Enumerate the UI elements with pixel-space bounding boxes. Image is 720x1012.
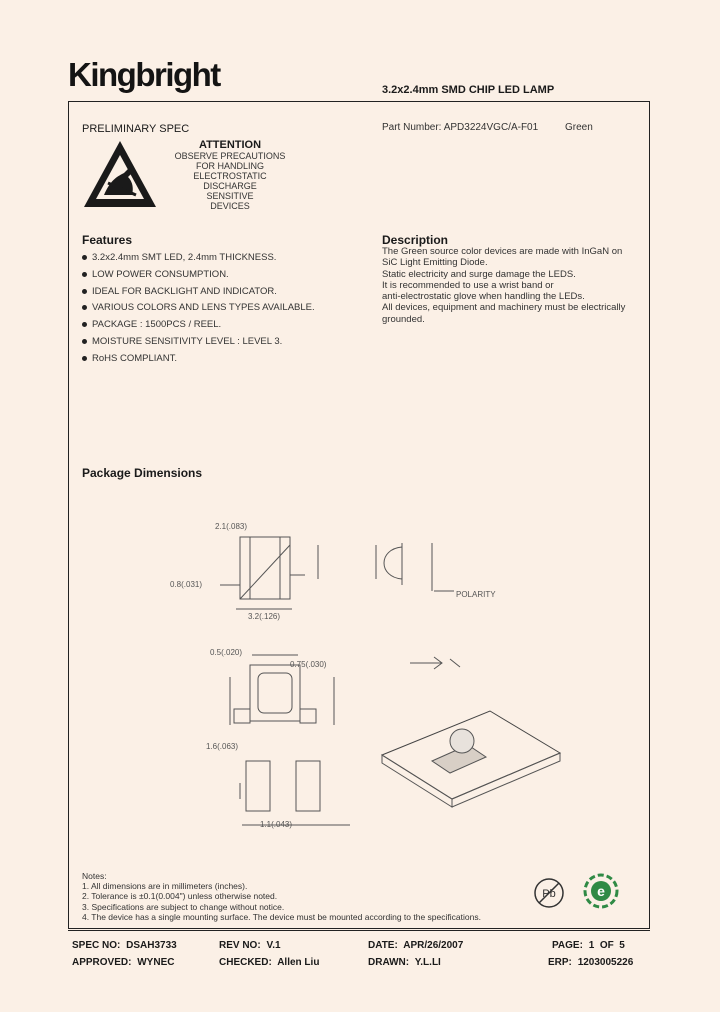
page-field <box>552 940 625 951</box>
dimension-label: 0.75(.030) <box>290 660 327 669</box>
erp-value: 1203005226 <box>577 957 634 968</box>
date-field <box>368 940 463 951</box>
polarity-label: POLARITY <box>456 590 496 599</box>
description-text <box>382 246 644 325</box>
attention-notice <box>150 139 310 211</box>
page-value: 1 OF 5 <box>588 940 625 951</box>
attention-line: ELECTROSTATIC <box>193 171 267 181</box>
rev-no-label: REV NO: <box>219 940 261 951</box>
page-label: PAGE: <box>552 940 583 951</box>
dimension-label: 0.5(.020) <box>210 648 243 657</box>
feature-item: 3.2x2.4mm SMT LED, 2.4mm THICKNESS. <box>82 252 362 269</box>
note-item: 3. Specifications are subject to change without notice. <box>82 901 285 912</box>
feature-item: PACKAGE : 1500PCS / REEL. <box>82 319 362 336</box>
date-value: APR/26/2007 <box>403 940 464 951</box>
description-line: grounded. <box>382 313 425 325</box>
notes-block <box>82 871 481 922</box>
features-heading: Features <box>82 233 133 247</box>
drawn-value: Y.L.LI <box>414 957 441 968</box>
package-drawing <box>170 515 620 850</box>
package-dimensions-heading: Package Dimensions <box>82 466 203 480</box>
rohs-e-icon <box>582 872 620 915</box>
attention-line: SENSITIVE <box>206 191 254 201</box>
spec-no-label: SPEC NO: <box>72 940 121 951</box>
approved-label: APPROVED: <box>72 957 132 968</box>
feature-item: RoHS COMPLIANT. <box>82 353 362 370</box>
feature-item: LOW POWER CONSUMPTION. <box>82 269 362 286</box>
brand-logo: Kingbright <box>68 56 220 93</box>
drawn-field <box>368 957 441 968</box>
checked-label: CHECKED: <box>219 957 272 968</box>
dimension-label: 1.6(.063) <box>206 742 239 751</box>
date-label: DATE: <box>368 940 398 951</box>
document-title: 3.2x2.4mm SMD CHIP LED LAMP <box>382 84 555 96</box>
esd-warning-icon <box>80 137 160 216</box>
rev-no-field <box>219 940 281 951</box>
attention-line: OBSERVE PRECAUTIONS <box>174 151 286 161</box>
dimension-label: 0.8(.031) <box>170 580 203 589</box>
feature-item: IDEAL FOR BACKLIGHT AND INDICATOR. <box>82 286 362 303</box>
notes-title: Notes: <box>82 871 107 881</box>
checked-value: Allen Liu <box>277 957 320 968</box>
dimension-label: 1.1(.043) <box>260 820 293 829</box>
description-line: It is recommended to use a wrist band or <box>382 279 554 291</box>
dimension-label: 3.2(.126) <box>248 612 281 621</box>
erp-label: ERP: <box>548 957 572 968</box>
feature-item: MOISTURE SENSITIVITY LEVEL : LEVEL 3. <box>82 336 362 353</box>
description-line: The Green source color devices are made with InGaN on <box>382 246 623 257</box>
approved-value: WYNEC <box>137 957 175 968</box>
part-number-line <box>382 122 617 133</box>
attention-heading: ATTENTION <box>198 139 262 151</box>
pb-free-icon <box>532 876 566 915</box>
emitting-color: Green <box>564 122 593 133</box>
features-list <box>82 252 362 370</box>
description-line: SiC Light Emitting Diode. <box>382 257 488 269</box>
erp-field <box>548 957 633 968</box>
feature-item: VARIOUS COLORS AND LENS TYPES AVAILABLE. <box>82 302 362 319</box>
attention-line: DEVICES <box>210 201 250 211</box>
part-number: Part Number: APD3224VGC/A-F01 <box>382 122 539 133</box>
dimension-label: 2.1(.083) <box>215 522 248 531</box>
note-item: 2. Tolerance is ±0.1(0.004") unless otherwise noted. <box>82 891 278 902</box>
note-item: 1. All dimensions are in millimeters (inches). <box>82 881 248 892</box>
description-line: All devices, equipment and machinery must be electrically <box>382 302 626 314</box>
description-heading: Description <box>382 233 449 247</box>
svg-text:Pb: Pb <box>542 888 556 900</box>
checked-field <box>219 957 319 968</box>
note-item: 4. The device has a single mounting surface. The device must be mounted according to the specifications. <box>82 911 481 922</box>
preliminary-spec-label: PRELIMINARY SPEC <box>82 123 190 135</box>
svg-text:e: e <box>597 883 605 899</box>
spec-no-field <box>72 940 177 951</box>
drawn-label: DRAWN: <box>368 957 410 968</box>
package-dimensions-drawing <box>170 515 620 845</box>
approved-field <box>72 957 174 968</box>
attention-line: FOR HANDLING <box>195 161 264 171</box>
description-line: Static electricity and surge damage the LEDS. <box>382 268 576 280</box>
spec-no-value: DSAH3733 <box>126 940 177 951</box>
rev-no-value: V.1 <box>266 940 281 951</box>
description-line: anti-electrostatic glove when handling the LEDs. <box>382 291 585 303</box>
attention-line: DISCHARGE <box>203 181 257 191</box>
footer-divider <box>68 930 650 931</box>
